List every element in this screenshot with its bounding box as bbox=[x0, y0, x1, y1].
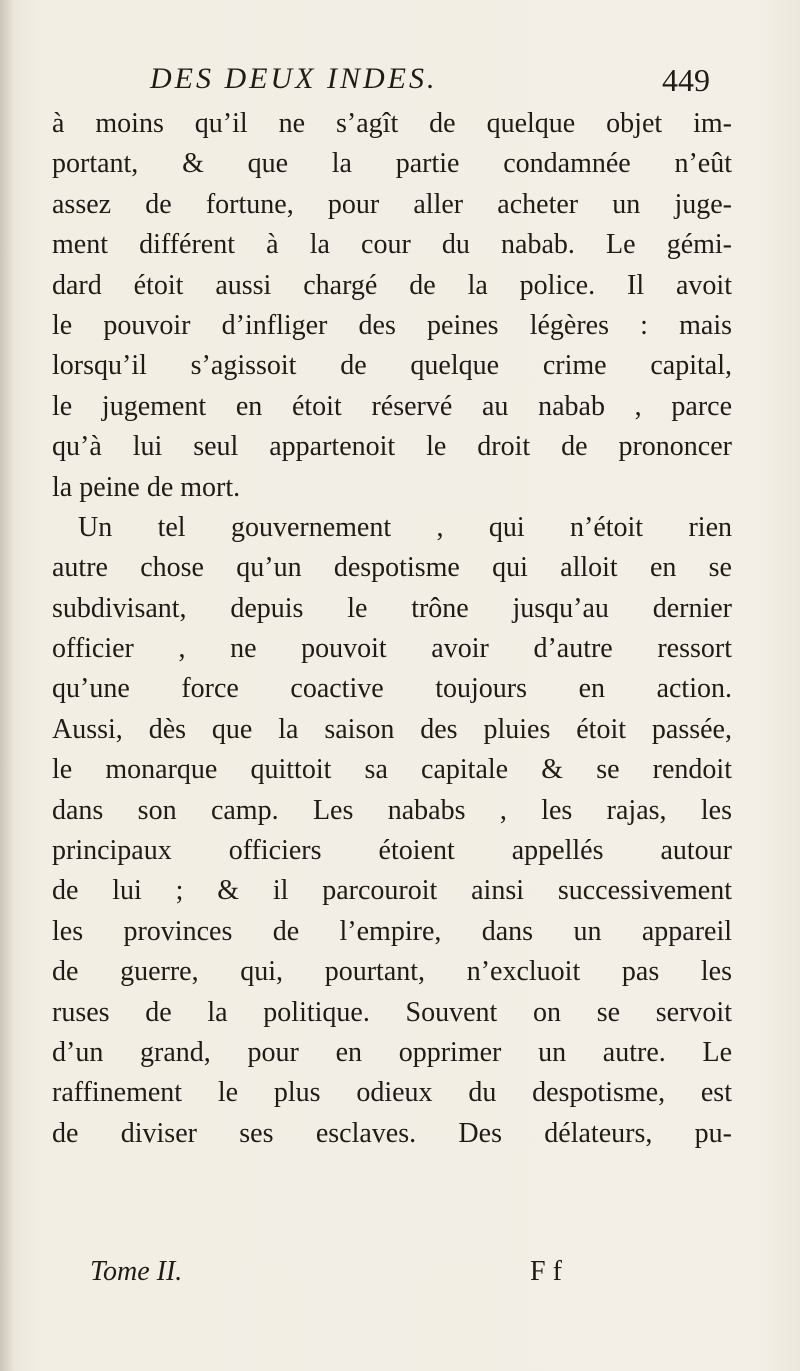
text-line: officier , ne pouvoit avoir d’autre ressort bbox=[52, 633, 732, 665]
text-line: lorsqu’il s’agissoit de quelque crime capital, bbox=[52, 350, 732, 382]
text-line: le pouvoir d’infliger des peines légères : mais bbox=[52, 309, 732, 341]
text-line: autre chose qu’un despotisme qui alloit en se bbox=[52, 552, 732, 584]
text-line: le jugement en étoit réservé au nabab , parce bbox=[52, 390, 732, 422]
text-line: subdivisant, depuis le trône jusqu’au dernier bbox=[52, 592, 732, 624]
text-line: de diviser ses esclaves. Des délateurs, pu- bbox=[52, 1117, 732, 1149]
text-line: raffinement le plus odieux du despotisme, est bbox=[52, 1077, 732, 1109]
page-footer bbox=[90, 1256, 650, 1296]
running-title: DES DEUX INDES. bbox=[150, 62, 438, 95]
text-line: qu’une force coactive toujours en action. bbox=[52, 673, 732, 705]
text-line: qu’à lui seul appartenoit le droit de prononcer bbox=[52, 431, 732, 463]
text-line: Aussi, dès que la saison des pluies étoit passée, bbox=[52, 713, 732, 745]
gutter-shadow bbox=[0, 0, 14, 1371]
page-number: 449 bbox=[662, 62, 710, 98]
text-line: ment différent à la cour du nabab. Le gémi- bbox=[52, 229, 732, 261]
volume-label: Tome II. bbox=[90, 1256, 183, 1287]
text-line: portant, & que la partie condamnée n’eût bbox=[52, 148, 732, 180]
text-line: le monarque quittoit sa capitale & se rendoit bbox=[52, 754, 732, 786]
text-line: Un tel gouvernement , qui n’étoit rien bbox=[78, 511, 732, 543]
text-line: dard étoit aussi chargé de la police. Il avoit bbox=[52, 269, 732, 301]
text-line: de lui ; & il parcouroit ainsi successivement bbox=[52, 875, 732, 907]
body-text bbox=[52, 104, 732, 1154]
text-line: d’un grand, pour en opprimer un autre. Le bbox=[52, 1036, 732, 1068]
text-line: assez de fortune, pour aller acheter un juge- bbox=[52, 188, 732, 220]
signature-mark: F f bbox=[530, 1256, 562, 1287]
text-line: ruses de la politique. Souvent on se servoit bbox=[52, 996, 732, 1028]
text-line: à moins qu’il ne s’agît de quelque objet im- bbox=[52, 108, 732, 139]
text-line: principaux officiers étoient appellés autour bbox=[52, 835, 732, 867]
text-line: dans son camp. Les nababs , les rajas, les bbox=[52, 794, 732, 826]
text-line: de guerre, qui, pourtant, n’excluoit pas les bbox=[52, 956, 732, 988]
text-line: les provinces de l’empire, dans un appareil bbox=[52, 915, 732, 947]
text-line: la peine de mort. bbox=[52, 471, 241, 503]
running-head bbox=[150, 62, 710, 102]
